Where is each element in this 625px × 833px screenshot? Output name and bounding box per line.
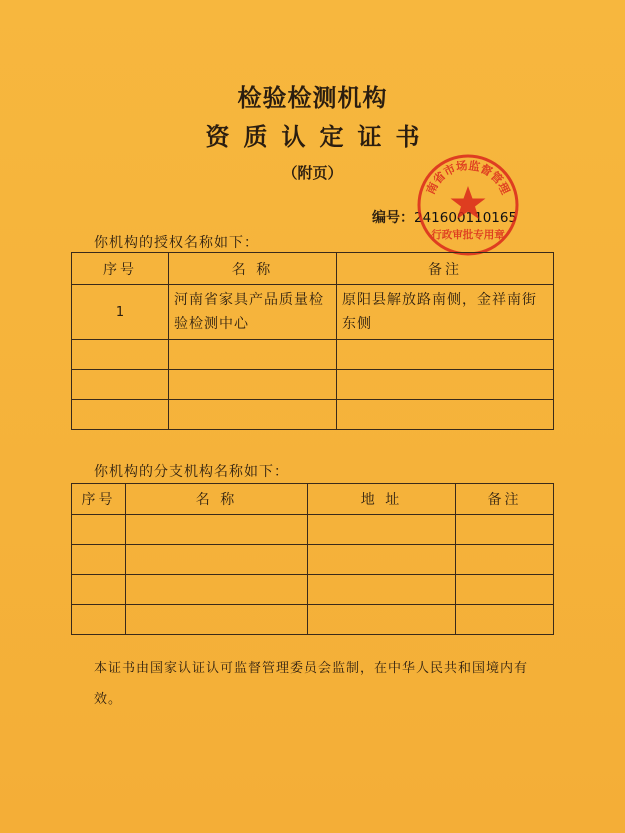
organization-name: 河南省家具产品质量检验检测中心 (169, 285, 337, 340)
page-subtitle-title: 资质认定证书 (205, 123, 434, 151)
table-row (72, 605, 554, 635)
seal-arc-text: 南省市场监督管理 (423, 158, 513, 197)
column-header-number: 序号 (72, 253, 169, 285)
authorized-names-label: 你机构的授权名称如下： (94, 235, 259, 251)
certificate-number-value: 241600110165 (414, 210, 518, 226)
column-header-note: 备注 (337, 253, 554, 285)
table-row (72, 575, 554, 605)
footer-note: 本证书由国家认证认可监督管理委员会监制，在中华人民共和国境内有效。 (94, 661, 529, 707)
column-header-note: 备注 (456, 484, 554, 515)
column-header-name: 名 称 (169, 253, 337, 285)
table-row (72, 285, 554, 340)
row-number: 1 (72, 285, 169, 340)
seal-bottom-text: 行政审批专用章 (431, 229, 505, 241)
table-row (72, 340, 554, 370)
column-header-name: 名 称 (126, 484, 308, 515)
table-row (72, 400, 554, 430)
appendix-label: （附页） (282, 164, 343, 182)
table-row (72, 545, 554, 575)
column-header-number: 序号 (72, 484, 126, 515)
official-seal-icon (415, 152, 521, 258)
page-title: 检验检测机构 (237, 84, 388, 112)
table-header-row (72, 253, 554, 285)
table-header-row (72, 484, 554, 515)
table-row (72, 370, 554, 400)
organization-note: 原阳县解放路南侧，金祥南街东侧 (337, 285, 554, 340)
seal-star-icon (451, 186, 486, 219)
table-row (72, 515, 554, 545)
column-header-address: 地 址 (308, 484, 456, 515)
branch-names-label: 你机构的分支机构名称如下： (94, 464, 289, 480)
branch-table (71, 483, 554, 635)
certificate-number-label: 编号： (372, 210, 414, 226)
authorized-names-table (71, 252, 554, 430)
